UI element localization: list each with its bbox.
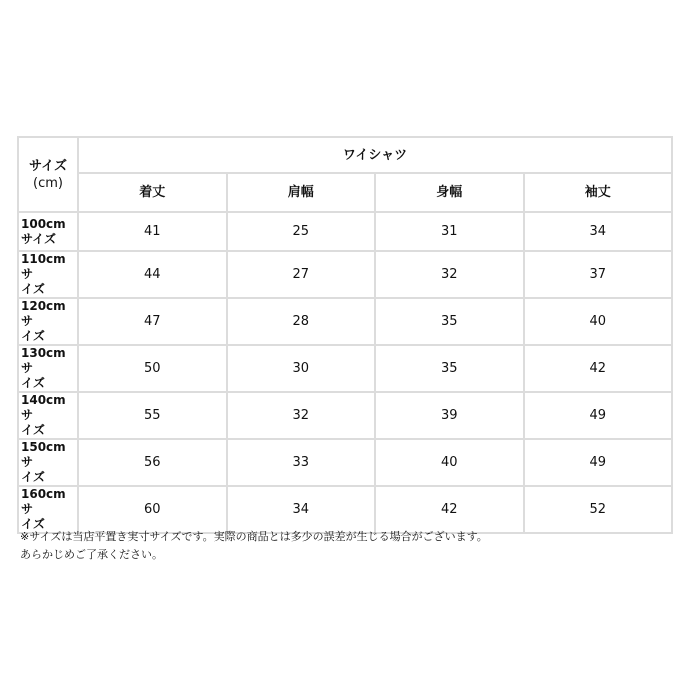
table-cell: 37 xyxy=(524,251,673,298)
table-cell: 25 xyxy=(227,212,376,251)
table-cell: 41 xyxy=(78,212,227,251)
table-cell: 32 xyxy=(227,392,376,439)
table-row xyxy=(18,251,672,298)
table-cell: 49 xyxy=(524,439,673,486)
column-header-sleeve: 袖丈 xyxy=(524,173,673,212)
table-cell: 28 xyxy=(227,298,376,345)
row-size-label: 110cmサ イズ xyxy=(18,251,78,298)
table-cell: 27 xyxy=(227,251,376,298)
table-cell: 40 xyxy=(524,298,673,345)
table-cell: 35 xyxy=(375,345,524,392)
row-size-label: 100cm サイズ xyxy=(18,212,78,251)
size-unit-label: (cm) xyxy=(33,175,63,191)
table-cell: 40 xyxy=(375,439,524,486)
size-header-label: サイズ xyxy=(29,158,67,174)
row-size-label: 120cmサ イズ xyxy=(18,298,78,345)
table-cell: 42 xyxy=(524,345,673,392)
table-cell: 34 xyxy=(524,212,673,251)
table-cell: 56 xyxy=(78,439,227,486)
row-size-label: 130cmサ イズ xyxy=(18,345,78,392)
column-header-length: 着丈 xyxy=(78,173,227,212)
table-row xyxy=(18,212,672,251)
row-size-label: 150cmサ イズ xyxy=(18,439,78,486)
table-cell: 52 xyxy=(524,486,673,533)
table-cell: 44 xyxy=(78,251,227,298)
table-row xyxy=(18,486,672,533)
table-cell: 55 xyxy=(78,392,227,439)
column-header-chest: 身幅 xyxy=(375,173,524,212)
table-row xyxy=(18,345,672,392)
row-size-label: 160cmサ イズ xyxy=(18,486,78,533)
table-row xyxy=(18,392,672,439)
table-cell: 31 xyxy=(375,212,524,251)
table-cell: 33 xyxy=(227,439,376,486)
table-cell: 32 xyxy=(375,251,524,298)
table-cell: 30 xyxy=(227,345,376,392)
table-cell: 47 xyxy=(78,298,227,345)
table-cell: 39 xyxy=(375,392,524,439)
row-size-label: 140cmサ イズ xyxy=(18,392,78,439)
table-cell: 42 xyxy=(375,486,524,533)
table-cell: 34 xyxy=(227,486,376,533)
table-cell: 35 xyxy=(375,298,524,345)
size-chart-table xyxy=(17,136,673,534)
table-cell: 60 xyxy=(78,486,227,533)
table-cell: 49 xyxy=(524,392,673,439)
size-disclaimer-note: ※サイズは当店平置き実寸サイズです。実際の商品とは多少の誤差が生じる場合がございます。 xyxy=(20,530,488,543)
table-row xyxy=(18,439,672,486)
garment-group-header: ワイシャツ xyxy=(78,137,672,173)
column-header-shoulder: 肩幅 xyxy=(227,173,376,212)
table-row xyxy=(18,298,672,345)
size-corner-header xyxy=(18,137,78,212)
size-disclaimer-note-continued: あらかじめご了承ください。 xyxy=(20,548,163,561)
table-cell: 50 xyxy=(78,345,227,392)
